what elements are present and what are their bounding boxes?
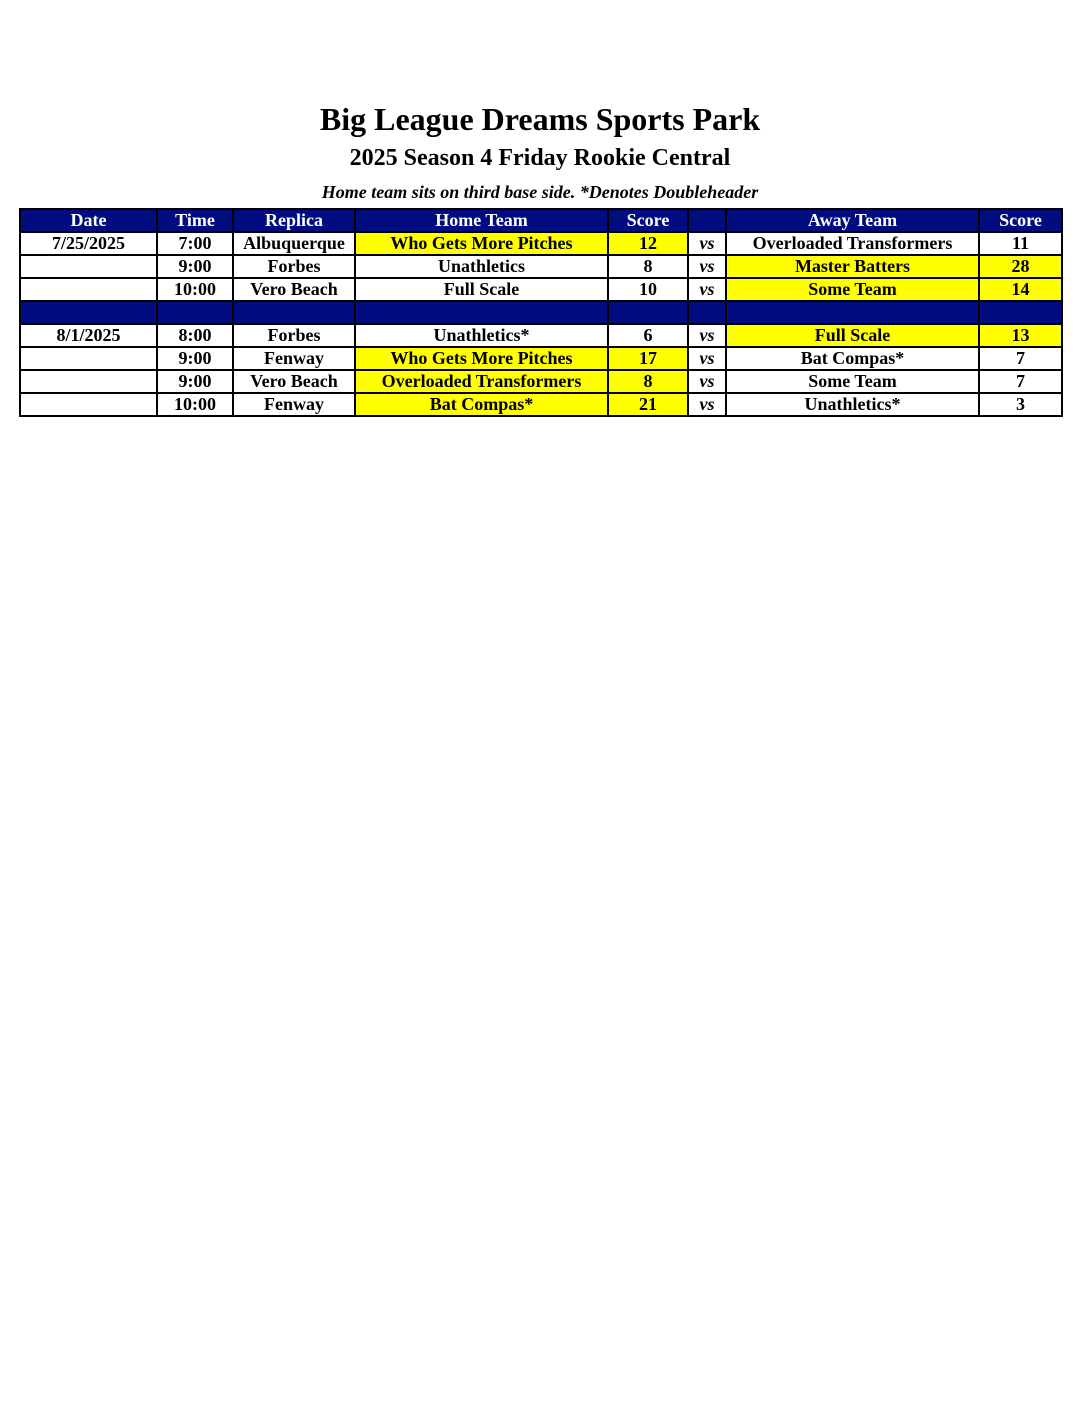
schedule-body [20,232,1062,416]
col-header-away-score: Score [979,209,1062,232]
cell-date: 7/25/2025 [20,232,157,255]
col-header-date: Date [20,209,157,232]
cell-home-score: 10 [608,278,688,301]
cell-replica: Albuquerque [233,232,355,255]
cell-time: 10:00 [157,393,233,416]
cell-replica: Forbes [233,324,355,347]
cell-away-team: Master Batters [726,255,979,278]
cell-away-team: Overloaded Transformers [726,232,979,255]
cell-away-team: Some Team [726,278,979,301]
cell-date [20,370,157,393]
cell-time: 7:00 [157,232,233,255]
cell-away-score: 7 [979,347,1062,370]
col-header-time: Time [157,209,233,232]
cell-time: 10:00 [157,278,233,301]
page-title: Big League Dreams Sports Park [319,101,761,137]
cell-home-score: 17 [608,347,688,370]
cell-home-score: 8 [608,255,688,278]
cell-home-score: 8 [608,370,688,393]
cell-home-team: Overloaded Transformers [355,370,608,393]
table-row [20,393,1062,416]
table-row [20,347,1062,370]
cell-vs: vs [688,232,726,255]
col-header-replica: Replica [233,209,355,232]
cell-date [20,393,157,416]
cell-home-score: 12 [608,232,688,255]
cell-date [20,255,157,278]
cell-replica: Forbes [233,255,355,278]
separator-cell [726,301,979,324]
schedule-table [19,208,1063,417]
separator-cell [20,301,157,324]
cell-away-team: Bat Compas* [726,347,979,370]
cell-time: 9:00 [157,255,233,278]
cell-away-score: 28 [979,255,1062,278]
cell-replica: Fenway [233,393,355,416]
cell-vs: vs [688,278,726,301]
separator-cell [608,301,688,324]
cell-vs: vs [688,393,726,416]
cell-vs: vs [688,324,726,347]
cell-away-score: 13 [979,324,1062,347]
cell-home-team: Unathletics* [355,324,608,347]
cell-time: 8:00 [157,324,233,347]
cell-home-team: Unathletics [355,255,608,278]
cell-home-team: Bat Compas* [355,393,608,416]
separator-row [20,301,1062,324]
cell-home-team: Who Gets More Pitches [355,347,608,370]
separator-cell [688,301,726,324]
table-row [20,255,1062,278]
cell-away-score: 3 [979,393,1062,416]
cell-home-score: 6 [608,324,688,347]
table-row [20,232,1062,255]
separator-cell [233,301,355,324]
col-header-away-team: Away Team [726,209,979,232]
cell-vs: vs [688,255,726,278]
separator-cell [355,301,608,324]
separator-cell [979,301,1062,324]
separator-cell [157,301,233,324]
cell-date: 8/1/2025 [20,324,157,347]
cell-date [20,278,157,301]
col-header-vs [688,209,726,232]
cell-away-score: 7 [979,370,1062,393]
cell-vs: vs [688,347,726,370]
table-header-row [20,209,1062,232]
schedule-note: Home team sits on third base side. *Denotes Doubleheader [321,182,759,202]
col-header-home-score: Score [608,209,688,232]
cell-away-team: Full Scale [726,324,979,347]
cell-home-team: Full Scale [355,278,608,301]
cell-vs: vs [688,370,726,393]
cell-replica: Fenway [233,347,355,370]
cell-date [20,347,157,370]
cell-replica: Vero Beach [233,278,355,301]
cell-away-score: 11 [979,232,1062,255]
cell-time: 9:00 [157,370,233,393]
cell-away-score: 14 [979,278,1062,301]
cell-away-team: Unathletics* [726,393,979,416]
table-row [20,278,1062,301]
page-subtitle: 2025 Season 4 Friday Rookie Central [349,145,731,171]
table-row [20,324,1062,347]
table-row [20,370,1062,393]
cell-time: 9:00 [157,347,233,370]
col-header-home-team: Home Team [355,209,608,232]
cell-home-score: 21 [608,393,688,416]
cell-home-team: Who Gets More Pitches [355,232,608,255]
cell-away-team: Some Team [726,370,979,393]
cell-replica: Vero Beach [233,370,355,393]
